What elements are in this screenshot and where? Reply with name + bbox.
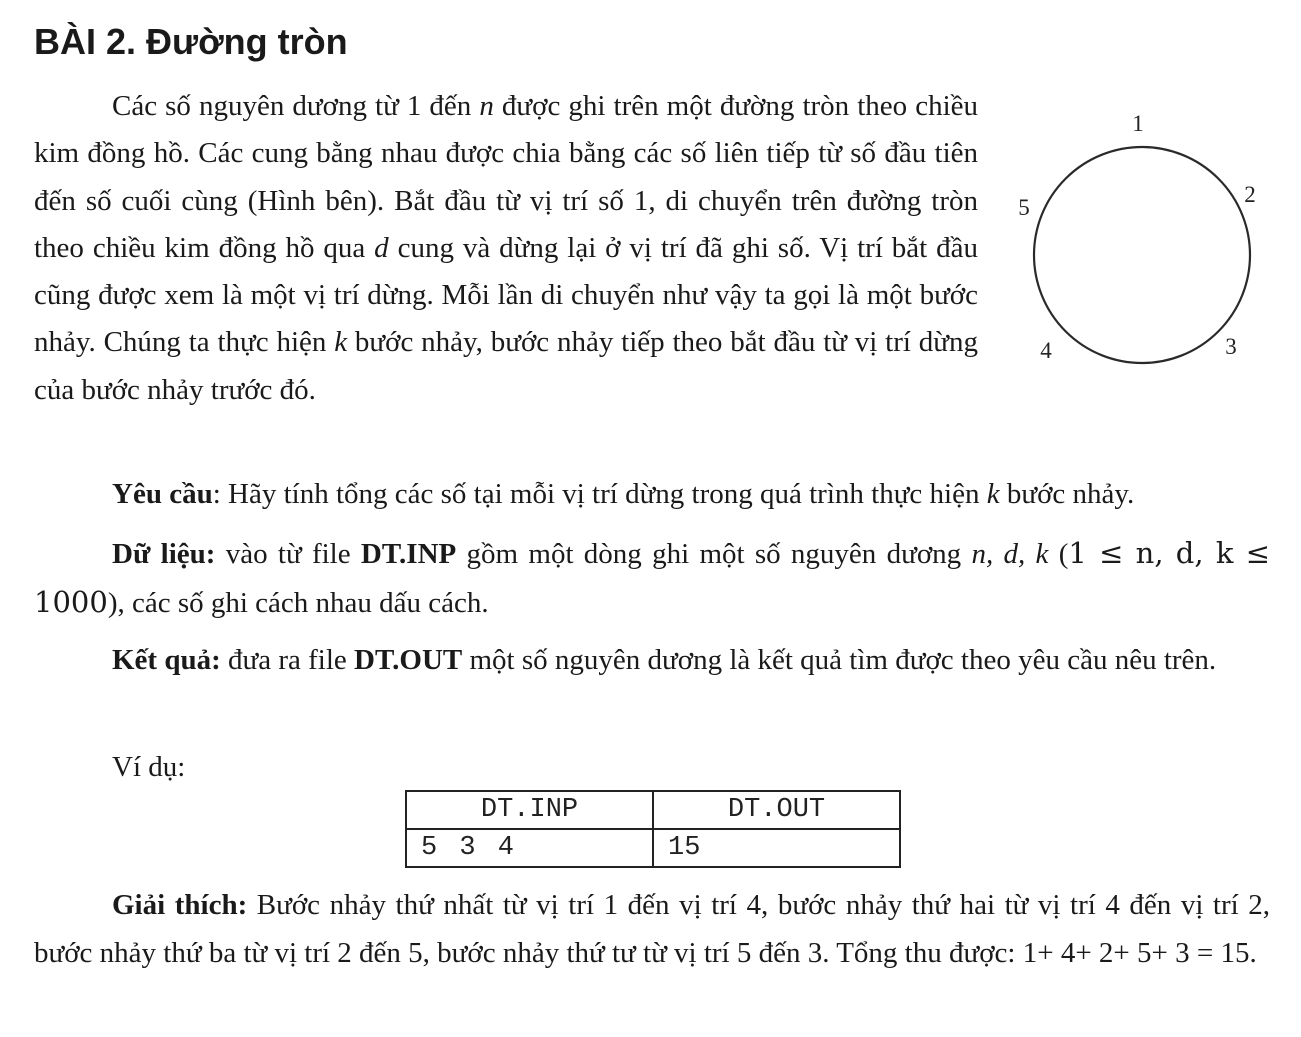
explanation-paragraph: Giải thích: Bước nhảy thứ nhất từ vị trí 1 đến vị trí 4, bước nhảy thứ hai từ vị trí 4 đến vị trí 2, bước nhảy thứ ba từ vị trí 2 đến 5, bước nhảy thứ tư từ vị trí 5 đến 3. Tổng thu được: 1+ 4+ 2+ 5+ 3 = 15.: [34, 889, 1271, 969]
table-header-row: [406, 791, 900, 829]
example-heading: Ví dụ:: [112, 751, 186, 783]
constraint-math: 1 ≤ n, d, k ≤ 1000: [34, 536, 1270, 619]
input-data-paragraph: Dữ liệu: vào từ file DT.INP gồm một dòng ghi một số nguyên dương n, d, k (1 ≤ n, d, k ≤ 1000), các số ghi cách nhau dấu cách.: [34, 536, 1270, 619]
variable-n: n: [479, 90, 494, 122]
circle-label-2: 2: [1244, 182, 1256, 207]
input-data-label: Dữ liệu:: [112, 538, 216, 570]
requirement-label: Yêu cầu: [112, 478, 213, 510]
page-title: BÀI 2. Đường tròn: [34, 21, 348, 62]
circle-figure: [1000, 100, 1290, 380]
table-header-input: DT.INP: [406, 791, 653, 829]
output-result-paragraph: Kết quả: đưa ra file DT.OUT một số nguyên dương là kết quả tìm được theo yêu cầu nêu trên.: [112, 644, 1217, 676]
output-file-name: DT.OUT: [354, 644, 463, 676]
variable-k: k: [334, 326, 348, 359]
input-file-name: DT.INP: [360, 538, 457, 570]
variable-d: d: [374, 231, 389, 264]
table-row: [406, 829, 900, 867]
explanation-label: Giải thích:: [112, 889, 248, 921]
circle-label-3: 3: [1225, 334, 1237, 359]
table-cell-input: 5 3 4: [406, 829, 653, 867]
circle-label-5: 5: [1018, 195, 1030, 220]
circle-outline: [1034, 147, 1250, 363]
intro-paragraph: Các số nguyên dương từ 1 đến n được ghi trên một đường tròn theo chiều kim đồng hồ. Các cung bằng nhau được chia bằng các số liên tiếp từ số đầu tiên đến số cuối cùng (Hình bên). Bắt đầu từ vị trí số 1, di chuyển trên đường tròn theo chiều kim đồng hồ qua d cung và dừng lại ở vị trí đã ghi số. Vị trí bắt đầu cũng được xem là một vị trí dừng. Mỗi lần di chuyển như vậy ta gọi là một bước nhảy. Chúng ta thực hiện k bước nhảy, bước nhảy tiếp theo bắt đầu từ vị trí dừng của bước nhảy trước đó.: [34, 90, 979, 406]
table-cell-output: 15: [653, 829, 900, 867]
example-table: [405, 790, 901, 868]
circle-label-4: 4: [1040, 338, 1052, 363]
table-header-output: DT.OUT: [653, 791, 900, 829]
circle-label-1: 1: [1132, 111, 1144, 136]
circle-diagram: [1000, 100, 1290, 380]
output-result-label: Kết quả:: [112, 644, 221, 676]
requirement-paragraph: Yêu cầu: Hãy tính tổng các số tại mỗi vị trí dừng trong quá trình thực hiện k bước nhảy.: [112, 478, 1135, 510]
